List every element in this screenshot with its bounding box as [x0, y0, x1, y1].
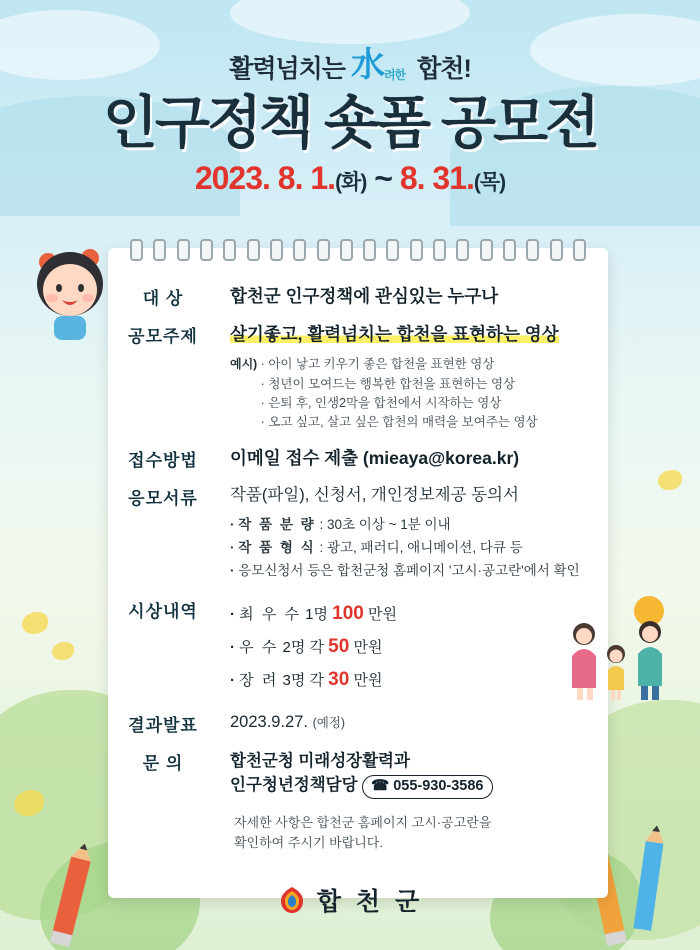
row-label-documents: 응모서류	[128, 489, 198, 509]
info-card	[108, 248, 608, 898]
row-label-result: 결과발표	[128, 715, 198, 735]
row-value-prizes	[230, 597, 608, 697]
row-label-prizes: 시상내역	[128, 601, 198, 621]
flower-decor	[22, 612, 48, 634]
binding-ring	[456, 239, 469, 261]
row-prizes	[108, 597, 608, 697]
theme-highlight-text: 살기좋고, 활력넘치는 합천을 표현하는 영상	[230, 324, 559, 345]
date-start: 2023. 8. 1.	[194, 159, 336, 196]
event-dates	[0, 160, 700, 197]
row-documents	[108, 484, 608, 583]
poster-header	[0, 0, 700, 197]
tagline-water-suffix: 려한	[383, 68, 406, 82]
theme-examples	[230, 355, 594, 433]
hapcheon-emblem-icon	[277, 885, 307, 915]
binding-ring	[526, 239, 539, 261]
row-target	[108, 284, 608, 309]
list-item	[230, 663, 594, 696]
binding-ring	[480, 239, 493, 261]
info-rows	[108, 248, 608, 853]
prize-rank: 최 우 수	[239, 605, 301, 623]
prize-amount: 50	[328, 636, 350, 658]
list-item	[230, 630, 594, 663]
list-item: · 아이 낳고 키우기 좋은 합천을 표현한 영상	[261, 355, 538, 374]
binding-ring	[573, 239, 586, 261]
prize-unit: 만원	[353, 639, 383, 657]
row-value-theme	[230, 322, 608, 432]
binding-ring	[340, 239, 353, 261]
prize-count: 2명 각	[282, 639, 324, 657]
contact-department: 합천군청 미래성장활력과	[230, 751, 410, 770]
row-label-theme: 공모주제	[128, 327, 198, 347]
prize-rank: 장 려	[239, 672, 279, 690]
row-theme	[108, 322, 608, 432]
examples-tag: 예시)	[230, 357, 258, 372]
footer-logo	[0, 882, 700, 918]
prize-count: 3명 각	[282, 672, 324, 690]
prize-amount: 100	[332, 602, 364, 624]
binding-ring	[410, 239, 423, 261]
tagline	[0, 47, 700, 86]
row-apply	[108, 446, 608, 471]
flower-decor	[52, 642, 74, 660]
row-label-contact: 문 의	[142, 753, 184, 773]
binding-ring	[550, 239, 563, 261]
bullet-text: : 30초 이상 ~ 1분 이내	[319, 517, 451, 533]
binding-ring	[223, 239, 236, 261]
list-item	[230, 560, 594, 583]
binding-ring	[386, 239, 399, 261]
bullet-text: : 광고, 패러디, 애니메이션, 다큐 등	[319, 540, 523, 556]
tagline-left: 활력넘치는	[229, 54, 345, 83]
prize-unit: 만원	[368, 605, 398, 623]
list-item	[230, 597, 594, 630]
prize-count: 1명	[305, 605, 328, 623]
row-value-documents	[230, 484, 608, 583]
list-item	[230, 537, 594, 560]
binding-ring	[130, 239, 143, 261]
page-title: 인구정책 숏폼 공모전	[102, 91, 598, 155]
row-result	[108, 711, 608, 736]
binding-ring	[293, 239, 306, 261]
bullet-key: 작 품 형 식	[238, 540, 316, 556]
family-illustration	[558, 612, 678, 702]
date-end-day: (목)	[473, 170, 506, 194]
examples-list	[261, 355, 538, 433]
footer-note	[234, 813, 608, 853]
tagline-right: 합천!	[417, 54, 471, 83]
contact-team-line	[230, 773, 594, 799]
list-item: · 은퇴 후, 인생2막을 합천에서 시작하는 영상	[261, 394, 538, 413]
prize-list	[230, 597, 594, 697]
contact-phone[interactable]: ☎ 055-930-3586	[362, 775, 492, 799]
row-label-apply: 접수방법	[128, 450, 198, 470]
row-value-contact	[230, 749, 608, 800]
prize-unit: 만원	[353, 672, 383, 690]
row-value-result	[230, 711, 608, 735]
footer-note-line1: 자세한 사항은 합천군 홈페이지 고시·공고란을	[234, 815, 492, 831]
contact-team: 인구청년정책담당	[230, 776, 358, 795]
binding-ring	[200, 239, 213, 261]
spiral-binding	[130, 239, 586, 257]
prize-amount: 30	[328, 669, 350, 691]
list-item: · 오고 싶고, 살고 싶은 합천의 매력을 보여주는 영상	[261, 413, 538, 432]
documents-bullets	[230, 514, 594, 583]
binding-ring	[363, 239, 376, 261]
binding-ring	[177, 239, 190, 261]
result-date: 2023.9.27.	[230, 712, 308, 731]
row-label-target: 대 상	[142, 289, 184, 308]
result-note: (예정)	[312, 715, 346, 730]
binding-ring	[503, 239, 516, 261]
row-contact	[108, 749, 608, 800]
footer-note-line2: 확인하여 주시기 바랍니다.	[234, 835, 383, 851]
binding-ring	[153, 239, 166, 261]
girl-character	[26, 232, 118, 342]
date-start-day: (화)	[335, 170, 367, 194]
tagline-water-character: 水	[350, 47, 384, 84]
documents-main-text: 작품(파일), 신청서, 개인정보제공 동의서	[230, 486, 519, 505]
bullet-text: 응모신청서 등은 합천군청 홈페이지 '고시·공고란'에서 확인	[238, 562, 580, 578]
row-value-target: 합천군 인구정책에 관심있는 누구나	[230, 286, 499, 306]
row-value-apply: 이메일 접수 제출 (mieaya@korea.kr)	[230, 447, 520, 468]
bullet-key: 작 품 분 량	[238, 517, 316, 533]
list-item	[230, 514, 594, 537]
date-separator: ~	[374, 159, 392, 196]
prize-rank: 우 수	[239, 639, 279, 657]
flower-decor	[658, 470, 682, 490]
date-end: 8. 31.	[399, 159, 474, 196]
organization-name: 합 천 군	[316, 888, 424, 916]
binding-ring	[270, 239, 283, 261]
list-item: · 청년이 모여드는 행복한 합천을 표현하는 영상	[261, 375, 538, 394]
binding-ring	[433, 239, 446, 261]
binding-ring	[247, 239, 260, 261]
binding-ring	[317, 239, 330, 261]
